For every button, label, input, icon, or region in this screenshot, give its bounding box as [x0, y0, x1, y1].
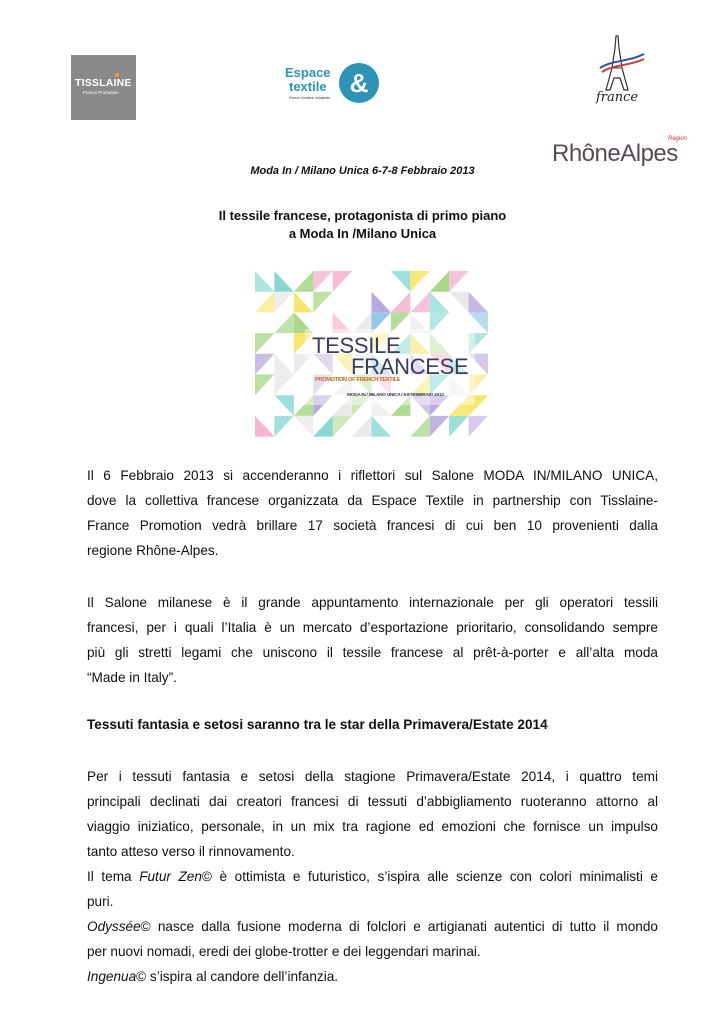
eiffel-tower-icon: [594, 34, 646, 92]
poster-triangle: [372, 416, 391, 437]
theme-name-ingenua: Ingenua: [87, 969, 137, 984]
poster-title-1: TESSILE: [312, 333, 401, 358]
paragraph-1: [87, 463, 658, 563]
poster-triangle: [294, 292, 313, 313]
poster-triangle: [469, 416, 488, 437]
theme-name-futur-zen: Futur Zen: [139, 869, 202, 884]
paragraph-line: francesi, per i quali l’Italia è un mercato d’esportazione prioritario, consolidando sempre: [87, 620, 658, 635]
poster-event: MODA IN / MILANO UNICA / 6-8 FEBBRAIO 2013: [347, 393, 444, 398]
poster-triangle: [274, 375, 293, 396]
theme-description: © è ottimista e futuristico, s’ispira alle scienze con colori minimalisti e: [201, 869, 658, 884]
poster-triangle: [294, 416, 313, 437]
poster-triangle: [274, 416, 293, 437]
poster-title-2: FRANCESE: [351, 354, 469, 379]
poster-triangle: [430, 292, 449, 313]
paragraph-line: viaggio iniziatico, personale, in un mix tra ragione ed emozioni che fornisce un impulso: [87, 819, 658, 834]
paragraph-line: regione Rhône-Alpes.: [87, 543, 219, 558]
tisslaine-logo-name: TISSLAINE: [75, 77, 132, 89]
espace-logo-word2: textile: [289, 79, 327, 94]
theme-prefix: Il tema: [87, 869, 140, 884]
poster-triangle: [274, 312, 293, 333]
espace-logo-word1: Espace: [285, 65, 331, 80]
poster-triangle: [469, 292, 488, 313]
poster-triangle: [410, 292, 429, 313]
poster-triangle: [430, 271, 449, 292]
poster-triangle: [333, 416, 352, 437]
poster-triangle: [313, 271, 332, 292]
france-logo: [594, 34, 646, 112]
tisslaine-logo: [71, 55, 136, 120]
poster-triangle: [255, 354, 274, 375]
poster-triangle: [410, 271, 429, 292]
poster-triangle: [274, 271, 293, 292]
poster-triangle: [255, 375, 274, 396]
theme-futur-zen-line: [87, 864, 658, 889]
poster-triangle: [410, 416, 429, 437]
tisslaine-logo-tagline: France Promotion: [83, 90, 119, 95]
poster-triangle: [449, 292, 468, 313]
paragraph-line: tanto atteso verso il rinnovamento.: [87, 844, 295, 859]
poster-triangle: [255, 271, 274, 292]
espace-logo-tagline: French Creative Industries: [289, 96, 331, 100]
poster-triangle: [333, 271, 352, 292]
theme-name-odyssee: Odyssée: [87, 919, 141, 934]
section-subheading: Tessuti fantasia e setosi saranno tra le star della Primavera/Estate 2014: [87, 717, 548, 732]
theme-description: © nasce dalla fusione moderna di folclori e artigianati autentici di tutto il mondo: [140, 919, 658, 934]
paragraph-3: [87, 764, 658, 989]
paragraph-line: puri.: [87, 894, 114, 909]
poster-triangle: [274, 395, 293, 416]
rhone-logo-name: RhôneAlpes: [552, 140, 678, 167]
poster-triangle: [255, 292, 274, 313]
poster-triangle: [449, 416, 468, 437]
poster-triangle: [255, 416, 274, 437]
poster-subtitle: PROMOTION OF FRENCH TEXTILE: [315, 377, 401, 383]
theme-odyssee-line: [87, 914, 658, 939]
paragraph-line: principali declinati dai creatori francesi di tessuti d’abbigliamento ruoteranno attorno al: [87, 794, 658, 809]
paragraph-line: più gli stretti legami che uniscono il tessile francese al prêt-à-porter e all’alta moda: [87, 645, 658, 660]
poster-triangle: [294, 271, 313, 292]
paragraph-line: France Promotion vedrà brillare 17 società francesi di cui ben 10 provenienti dalla: [87, 518, 658, 533]
poster-triangle: [449, 271, 468, 292]
espace-textile-logo: [285, 60, 385, 110]
poster-triangle: [313, 292, 332, 313]
paragraph-line: Per i tessuti fantasia e setosi della stagione Primavera/Estate 2014, i quattro temi: [87, 769, 658, 784]
paragraph-line: Il Salone milanese è il grande appuntamento internazionale per gli operatori tessili: [87, 595, 658, 610]
france-logo-word: france: [596, 90, 639, 105]
theme-description: © s’ispira al candore dell’infanzia.: [136, 969, 339, 984]
poster-triangle: [313, 416, 332, 437]
theme-ingenua-line: [87, 964, 658, 989]
rhone-logo-region: Région: [668, 136, 688, 142]
paragraph-line: Il 6 Febbraio 2013 si accenderanno i riflettori sul Salone MODA IN/MILANO UNICA,: [87, 468, 658, 483]
espace-logo-ampersand: &: [339, 63, 379, 103]
poster-triangle: [255, 333, 274, 354]
poster-triangle: [391, 271, 410, 292]
poster-triangle: [274, 354, 293, 375]
paragraph-2: [87, 590, 658, 690]
poster-triangle: [372, 292, 391, 313]
poster-triangle: [274, 292, 293, 313]
poster-triangle: [391, 292, 410, 313]
paragraph-line: dove la collettiva francese organizzata da Espace Textile in partnership con Tisslaine-: [87, 493, 658, 508]
event-line: Moda In / Milano Unica 6-7-8 Febbraio 2013: [250, 165, 475, 177]
title-line-2: a Moda In /Milano Unica: [288, 226, 437, 241]
title-line-1: Il tessile francese, protagonista di primo piano: [218, 208, 507, 223]
paragraph-line: per nuovi nomadi, eredi dei globe-trotter e dei leggendari marinai.: [87, 944, 481, 959]
paragraph-line: “Made in Italy”.: [87, 670, 177, 685]
poster-triangle: [430, 416, 449, 437]
event-poster: [255, 271, 488, 437]
poster-triangle: [352, 416, 371, 437]
